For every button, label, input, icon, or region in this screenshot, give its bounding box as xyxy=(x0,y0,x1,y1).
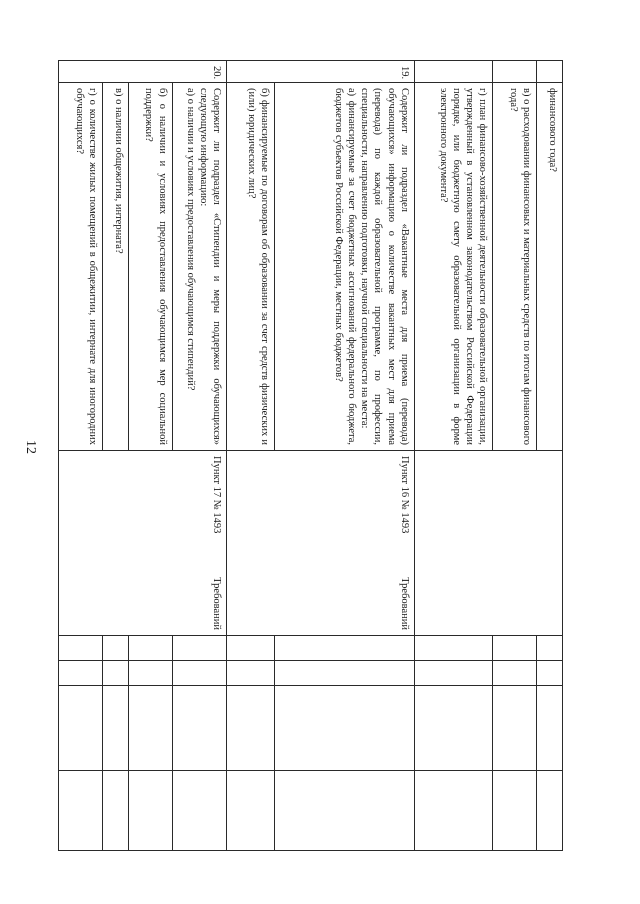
answer-cell-d xyxy=(536,771,562,851)
answer-cell-c xyxy=(128,686,172,771)
answer-cell-a xyxy=(493,636,537,661)
question-text: Содержит ли подраздел «Стипендии и меры поддержки обучающихся» следующую информацию: xyxy=(197,88,223,445)
answer-cell-b xyxy=(275,661,415,686)
reference-cell xyxy=(227,451,415,636)
answer-cell-d xyxy=(493,771,537,851)
question-cell xyxy=(59,83,103,451)
answer-cell-a xyxy=(102,636,128,661)
question-cell xyxy=(172,83,227,451)
answer-cell-b xyxy=(59,661,103,686)
answer-cell-c xyxy=(227,686,275,771)
reference-cell xyxy=(59,451,227,636)
reference-clause: Пункт 17 № 1493 xyxy=(211,456,223,534)
row-number-cell xyxy=(414,61,493,83)
reference-document: Требований xyxy=(211,577,223,630)
answer-cell-c xyxy=(536,686,562,771)
answer-cell-d xyxy=(275,771,415,851)
answer-cell-d xyxy=(227,771,275,851)
answer-cell-a xyxy=(59,636,103,661)
question-cell xyxy=(102,83,128,451)
answer-cell-a xyxy=(128,636,172,661)
answer-cell-a xyxy=(414,636,493,661)
question-subitem: а) о наличии и условиях предоставления обучающимся стипендий? xyxy=(184,88,196,391)
question-subitem: а) финансируемые за счет бюджетных ассигнований федерального бюджета, бюджетов субъектов Российской Федерации, местных бюджетов? xyxy=(333,88,358,445)
question-subitem: б) о наличии и условиях предоставления обучающимся мер социальной поддержки? xyxy=(143,88,168,445)
row-number-cell: 20. xyxy=(59,61,227,83)
question-text: г) план финансово-хозяйственной деятельности образовательной организации, утвержденный в установленном законодательством Российской Федерации порядке, или бюджетную смету образовательной организации в форме электронного документа? xyxy=(437,88,489,445)
question-cell xyxy=(227,83,275,451)
answer-cell-a xyxy=(275,636,415,661)
question-cell xyxy=(493,83,537,451)
question-subitem: в) о наличии общежития, интерната? xyxy=(112,88,124,254)
answer-cell-b xyxy=(128,661,172,686)
answer-cell-c xyxy=(493,686,537,771)
question-cell xyxy=(536,83,562,451)
reference-cell xyxy=(414,451,562,636)
answer-cell-b xyxy=(493,661,537,686)
answer-cell-c xyxy=(414,686,493,771)
question-cell xyxy=(414,83,493,451)
answer-cell-a xyxy=(172,636,227,661)
answer-cell-d xyxy=(102,771,128,851)
answer-cell-c xyxy=(172,686,227,771)
question-subitem: б) финансируемые по договорам об образовании за счет средств физических и (или) юридических лиц? xyxy=(245,88,271,445)
question-text: в) о расходовании финансовых и материальных средств по итогам финансового года? xyxy=(507,88,532,445)
page-number: 12 xyxy=(23,440,38,454)
answer-cell-a xyxy=(536,636,562,661)
answer-cell-b xyxy=(414,661,493,686)
answer-cell-b xyxy=(227,661,275,686)
question-cell xyxy=(275,83,415,451)
reference-clause: Пункт 16 № 1493 xyxy=(398,456,410,534)
answer-cell-b xyxy=(536,661,562,686)
table-row xyxy=(275,61,415,851)
table-row xyxy=(536,61,562,851)
answer-cell-c xyxy=(275,686,415,771)
row-number-cell: 19. xyxy=(227,61,415,83)
answer-cell-b xyxy=(172,661,227,686)
row-number-cell xyxy=(536,61,562,83)
answer-cell-d xyxy=(414,771,493,851)
row-number-cell xyxy=(493,61,537,83)
question-text: Содержит ли подраздел «Вакантные места для приема (перевода) обучающихся» информацию о количестве вакантных мест для приема (перевода) по каждой образовательной программе, по профессии, специальности, направлению подготовки, научной специальности на места: xyxy=(359,88,410,445)
answer-cell-d xyxy=(128,771,172,851)
reference-document: Требований xyxy=(398,577,410,630)
answer-cell-b xyxy=(102,661,128,686)
question-text: финансового года? xyxy=(547,88,558,172)
answer-cell-d xyxy=(172,771,227,851)
rotated-table-sheet xyxy=(58,60,563,850)
checklist-table xyxy=(58,60,563,851)
answer-cell-d xyxy=(59,771,103,851)
answer-cell-a xyxy=(227,636,275,661)
table-row xyxy=(172,61,227,851)
question-cell xyxy=(128,83,172,451)
answer-cell-c xyxy=(102,686,128,771)
answer-cell-c xyxy=(59,686,103,771)
question-subitem: г) о количестве жилых помещений в общежитии, интернате для иногородних обучающихся? xyxy=(73,88,98,445)
